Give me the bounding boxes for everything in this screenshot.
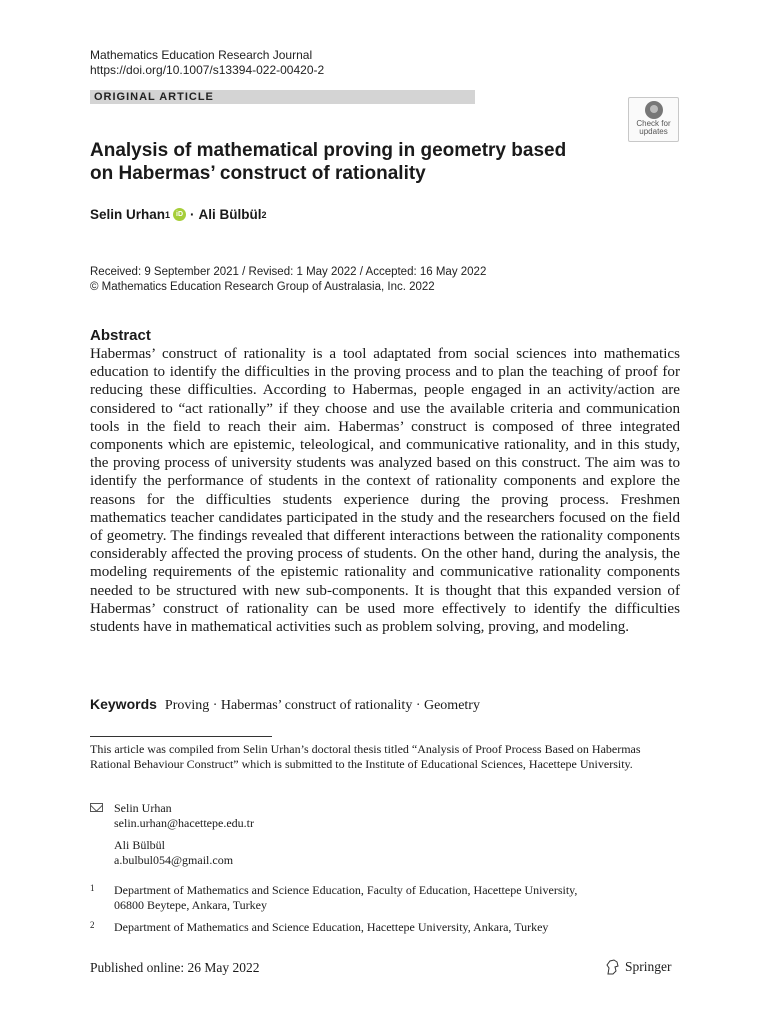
affiliation-marker: 2	[261, 209, 267, 220]
journal-header	[90, 48, 324, 78]
article-title	[90, 139, 610, 185]
affiliation-1	[114, 883, 577, 913]
orcid-icon[interactable]: iD	[173, 208, 186, 221]
publisher-name: Springer	[625, 959, 672, 974]
abstract-heading: Abstract	[90, 327, 151, 344]
abstract-text: Habermas’ construct of rationality is a tool adaptated from social sciences into mathematics education to identify the difficulties in the proving process and to plan the teaching of proof for reducing these difficulties. According to Habermas, people engaged in an activity/action are considered to “act rationally” if they choose and use the available criteria and communication tools in the field to reach their aim. Habermas’ construct is composed of three integrated components which are epistemic, teleological, and communicative rationality, and in this study, the proving process of university students was analyzed based on this construct. The aim was to identify the performance of students in the context of rationality components and explore the reasons for the difficulties students experience during the proving process. Freshmen mathematics teacher candidates participated in the study and the researchers focused on the field of geometry. The findings revealed that different interactions between the rationality components considerably affected the proving process of students. On the other hand, during the analysis, the modeling requirements of the epistemic rationality and communicative rationality components needed to be structured with new sub-components. It is thought that this expanded version of Habermas’ construct of rationality can be used more effectively to identify the difficulties students have in mathematical activities such as problem solving, proving, and modeling.	[90, 346, 680, 636]
journal-name: Mathematics Education Research Journal	[90, 48, 313, 62]
history-dates: Received: 9 September 2021 / Revised: 1 May 2022 / Accepted: 16 May 2022	[90, 266, 487, 278]
check-for-updates-badge[interactable]	[628, 97, 679, 142]
doi-link[interactable]: https://doi.org/10.1007/s13394-022-00420-2	[90, 63, 325, 77]
contact-email[interactable]: selin.urhan@hacettepe.edu.tr	[114, 816, 254, 830]
affiliation-number: 1	[90, 883, 95, 893]
springer-horse-icon	[605, 959, 620, 975]
contact-name: Selin Urhan	[114, 801, 172, 815]
badge-label-2: updates	[639, 127, 668, 136]
author-name[interactable]: Selin Urhan	[90, 207, 166, 222]
badge-label-1: Check for	[636, 119, 671, 128]
affiliation-number: 2	[90, 920, 95, 930]
thesis-footnote: This article was compiled from Selin Urhan’s doctoral thesis titled “Analysis of Proof Process Based on Habermas Rational Behaviour Construct” which is submitted to the Institute of Educational Sciences, Hacettepe University.	[90, 742, 641, 771]
update-icon	[645, 101, 663, 119]
affiliation-2	[114, 920, 548, 935]
affiliation-line: Department of Mathematics and Science Education, Faculty of Education, Hacettepe University,	[114, 883, 578, 897]
article-type-bar: ORIGINAL ARTICLE	[90, 90, 475, 104]
author-separator: ·	[190, 207, 195, 222]
keywords	[90, 696, 480, 714]
contact-1	[114, 801, 254, 831]
affiliation-line: 06800 Beytepe, Ankara, Turkey	[114, 898, 267, 912]
copyright-notice: © Mathematics Education Research Group of Australasia, Inc. 2022	[90, 281, 435, 293]
envelope-icon	[90, 803, 103, 812]
contact-2	[114, 838, 233, 868]
publisher-logo	[605, 959, 672, 975]
footnote-divider	[90, 736, 272, 737]
keywords-heading: Keywords	[90, 696, 157, 712]
author-list	[90, 207, 267, 222]
affiliation-line: Department of Mathematics and Science Education, Hacettepe University, Ankara, Turkey	[114, 920, 549, 934]
keywords-list: Proving · Habermas’ construct of rationality · Geometry	[164, 698, 480, 713]
title-line-1: Analysis of mathematical proving in geometry based	[90, 140, 567, 161]
affiliation-marker: 1	[165, 209, 171, 220]
published-date: Published online: 26 May 2022	[90, 960, 260, 975]
article-history	[90, 265, 486, 295]
title-line-2: on Habermas’ construct of rationality	[90, 163, 426, 184]
contact-name: Ali Bülbül	[114, 838, 166, 852]
contact-email[interactable]: a.bulbul054@gmail.com	[114, 853, 234, 867]
author-name[interactable]: Ali Bülbül	[198, 207, 262, 222]
